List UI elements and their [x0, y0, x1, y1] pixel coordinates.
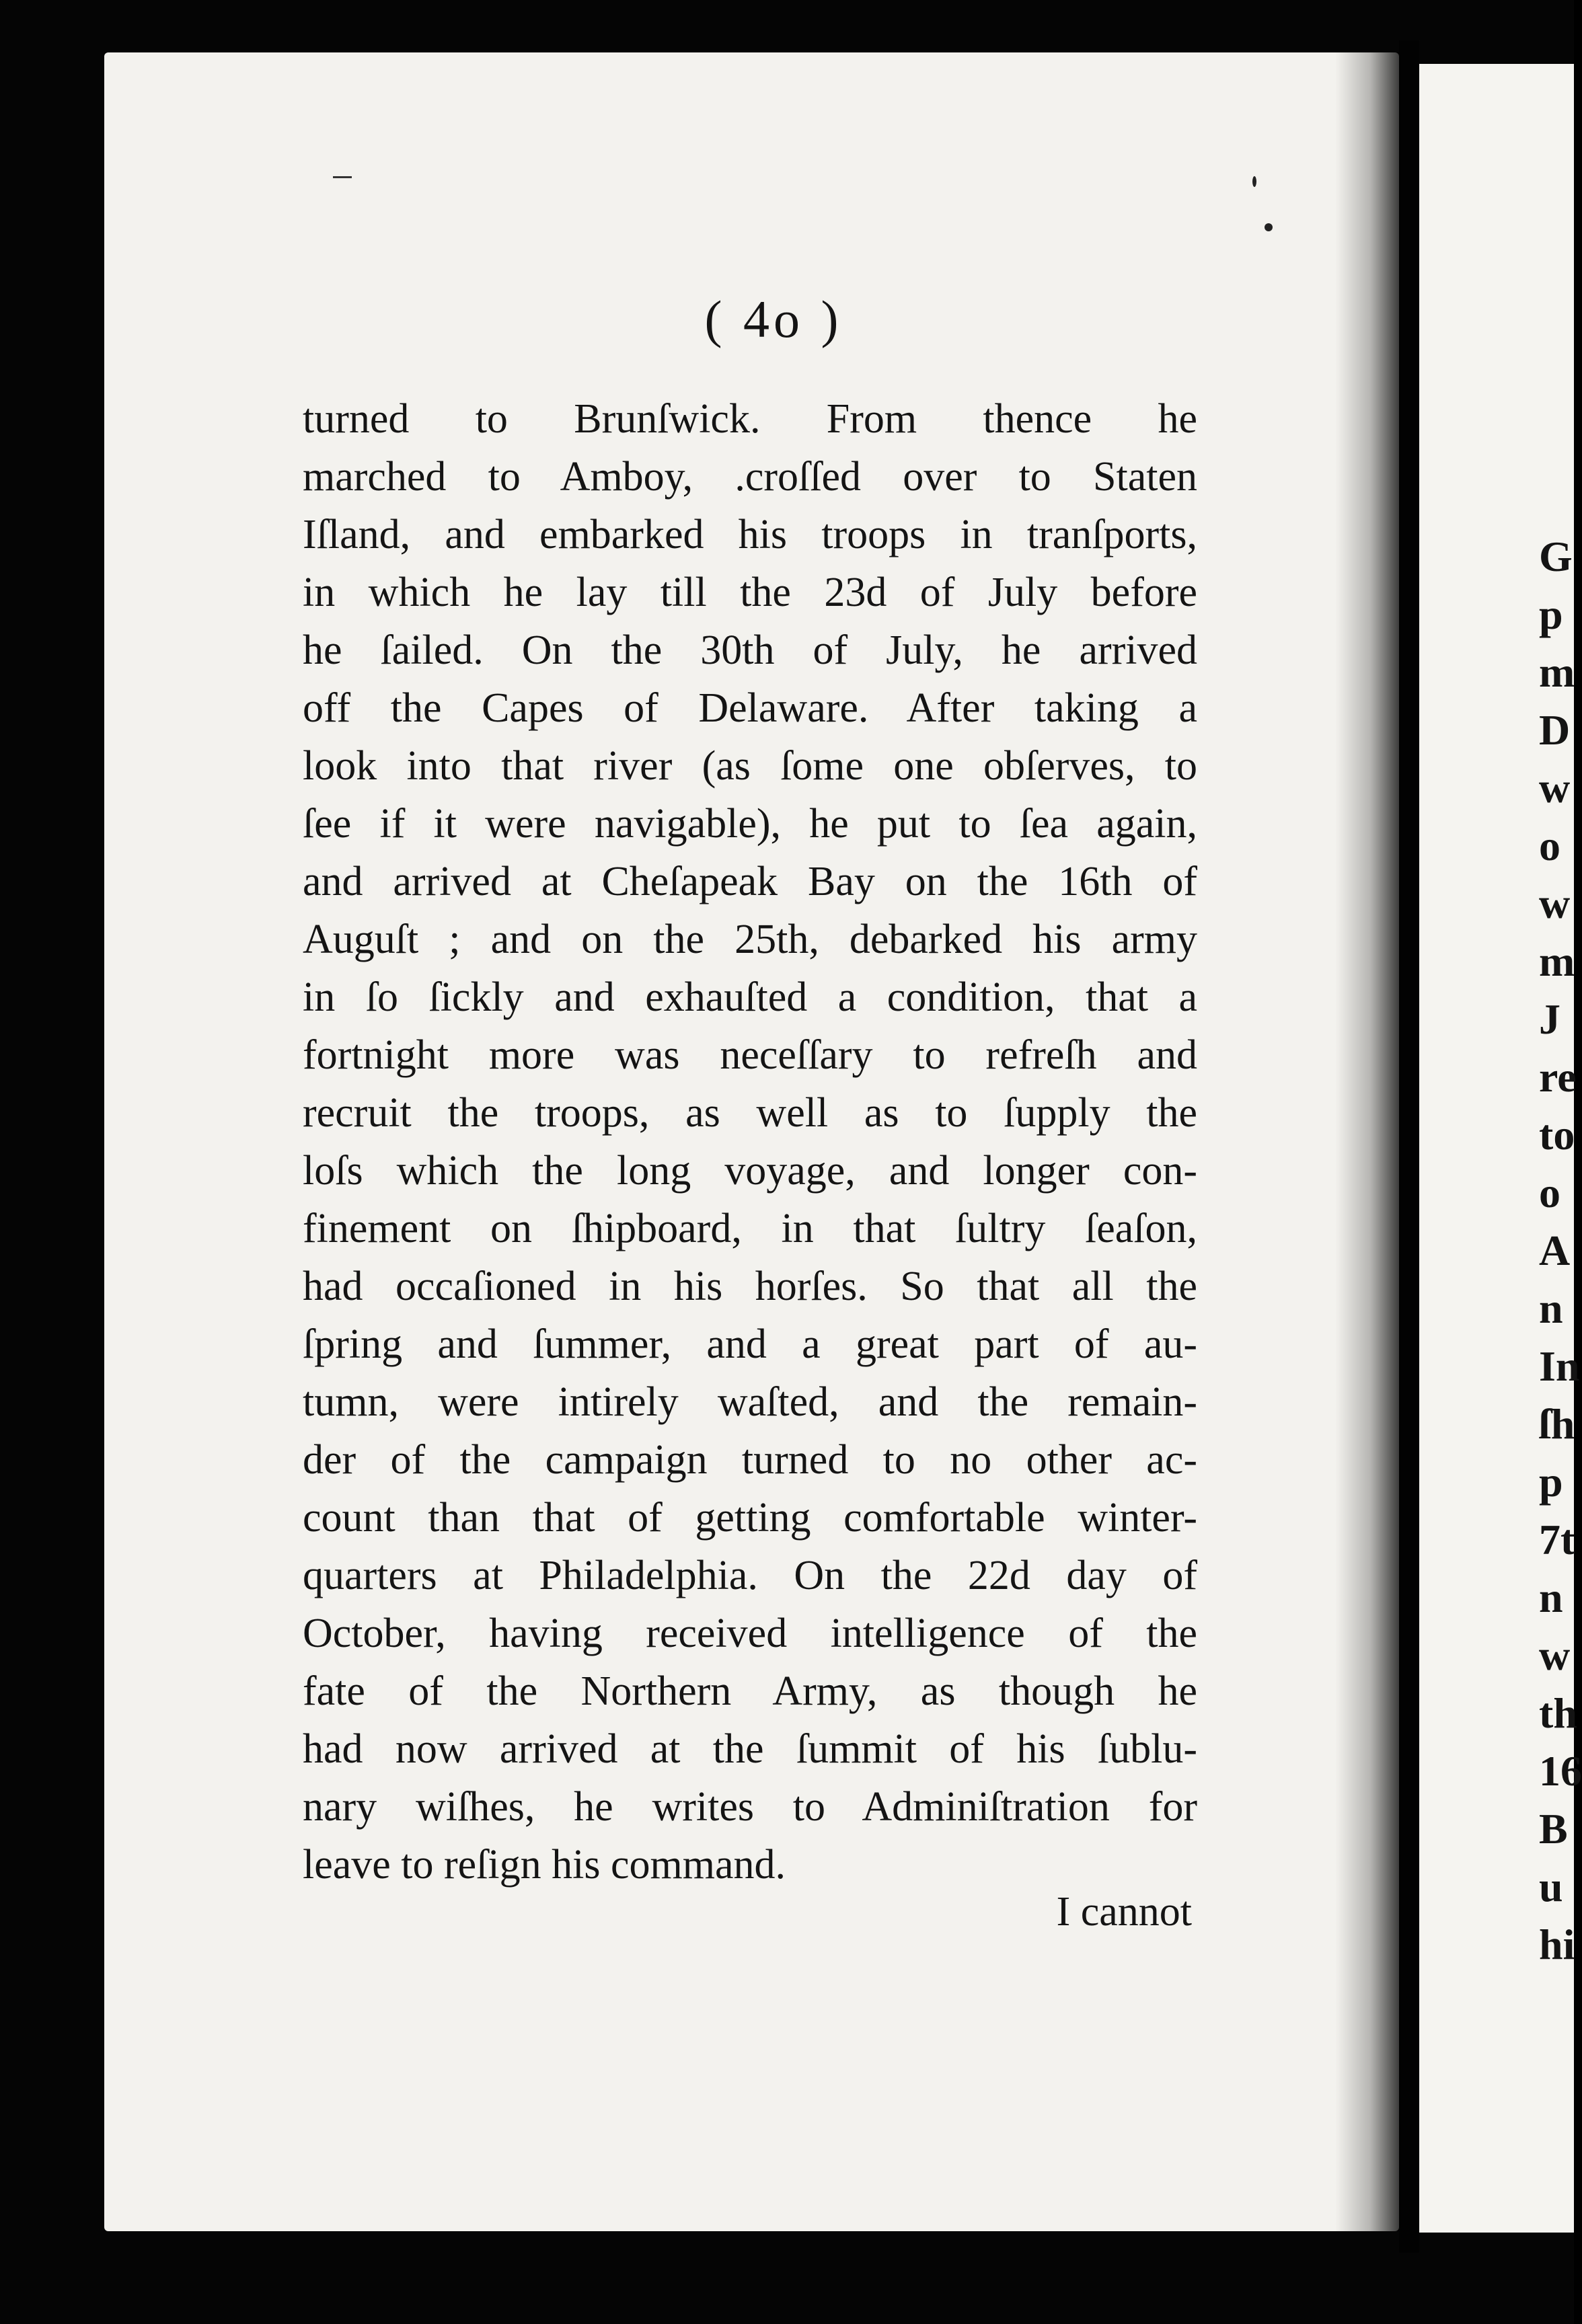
facing-page-fragment: n — [1539, 1284, 1563, 1332]
text-line: quarters at Philadelphia. On the 22d day of — [303, 1553, 1197, 1598]
text-line: and arrived at Cheſapeak Bay on the 16th of — [303, 859, 1197, 904]
facing-page-fragment: th — [1539, 1689, 1577, 1737]
facing-page-fragment: w — [1539, 1631, 1571, 1679]
text-line: finement on ſhipboard, in that ſultry ſeaſon, — [303, 1206, 1197, 1251]
facing-page-fragment: B — [1539, 1805, 1568, 1853]
facing-page-fragment: p — [1539, 590, 1563, 638]
facing-page-fragment: 16 — [1539, 1747, 1582, 1795]
binding-shadow — [1335, 52, 1399, 2231]
text-line: fate of the Northern Army, as though he — [303, 1668, 1197, 1714]
text-line: ſpring and ſummer, and a great part of au- — [303, 1321, 1197, 1367]
text-line: Auguſt ; and on the 25th, debarked his army — [303, 917, 1197, 962]
text-line: fortnight more was neceſſary to refreſh and — [303, 1032, 1197, 1078]
text-line: October, having received intelligence of the — [303, 1611, 1197, 1656]
text-line: count than that of getting comfortable winter- — [303, 1495, 1197, 1541]
facing-page-fragment: u — [1539, 1863, 1563, 1910]
text-line: Iſland, and embarked his troops in tranſports, — [303, 512, 1197, 557]
ink-mark — [333, 176, 352, 178]
facing-page-fragment: hi — [1539, 1921, 1575, 1968]
facing-page-fragment: to — [1539, 1111, 1575, 1159]
text-line: leave to reſign his command. — [303, 1842, 786, 1888]
text-line: tumn, were intirely waſted, and the remain- — [303, 1379, 1197, 1425]
text-line: look into that river (as ſome one obſerves, to — [303, 743, 1197, 789]
facing-page-fragment: G — [1539, 533, 1573, 580]
facing-page-fragments — [1539, 528, 1582, 1974]
text-line: nary wiſhes, he writes to Adminiſtration for — [303, 1784, 1197, 1830]
text-line: in ſo ſickly and exhauſted a condition, that a — [303, 974, 1197, 1020]
facing-page-fragment: 7t — [1539, 1516, 1575, 1563]
text-line: had now arrived at the ſummit of his ſublu- — [303, 1726, 1197, 1772]
text-line: off the Capes of Delaware. After taking a — [303, 685, 1197, 731]
text-line: recruit the troops, as well as to ſupply the — [303, 1090, 1197, 1136]
facing-page-fragment: w — [1539, 764, 1571, 812]
facing-page-fragment: A — [1539, 1227, 1571, 1274]
text-line: he ſailed. On the 30th of July, he arrived — [303, 627, 1197, 673]
text-line: ſee if it were navigable), he put to ſea again, — [303, 801, 1197, 847]
facing-page-fragment: re — [1539, 1053, 1577, 1101]
facing-page-fragment: o — [1539, 1169, 1560, 1216]
text-line: had occaſioned in his horſes. So that all the — [303, 1264, 1197, 1309]
facing-page-fragment: n — [1539, 1574, 1563, 1621]
facing-page-fragment: D — [1539, 706, 1571, 754]
catchword: I cannot — [1056, 1889, 1192, 1935]
facing-page-fragment: J — [1539, 995, 1560, 1043]
facing-page-fragment: ſh — [1539, 1400, 1575, 1448]
text-line: der of the campaign turned to no other ac- — [303, 1437, 1197, 1483]
facing-page-fragment: m — [1539, 648, 1575, 696]
facing-page-fragment: m — [1539, 937, 1575, 985]
text-line: in which he lay till the 23d of July before — [303, 570, 1197, 615]
ink-speck — [1265, 223, 1273, 231]
facing-page-fragment: In — [1539, 1342, 1580, 1390]
text-line: marched to Amboy, .croſſed over to Staten — [303, 454, 1197, 500]
page-number: ( 4o ) — [704, 290, 843, 348]
ink-speck — [1252, 176, 1256, 187]
facing-page-fragment: p — [1539, 1458, 1563, 1506]
facing-page-fragment: o — [1539, 822, 1560, 869]
text-line: loſs which the long voyage, and longer con- — [303, 1148, 1197, 1194]
body-text — [303, 390, 1197, 1894]
page-gutter — [1399, 40, 1419, 2253]
text-line: turned to Brunſwick. From thence he — [303, 396, 1197, 442]
facing-page-fragment: w — [1539, 880, 1571, 927]
